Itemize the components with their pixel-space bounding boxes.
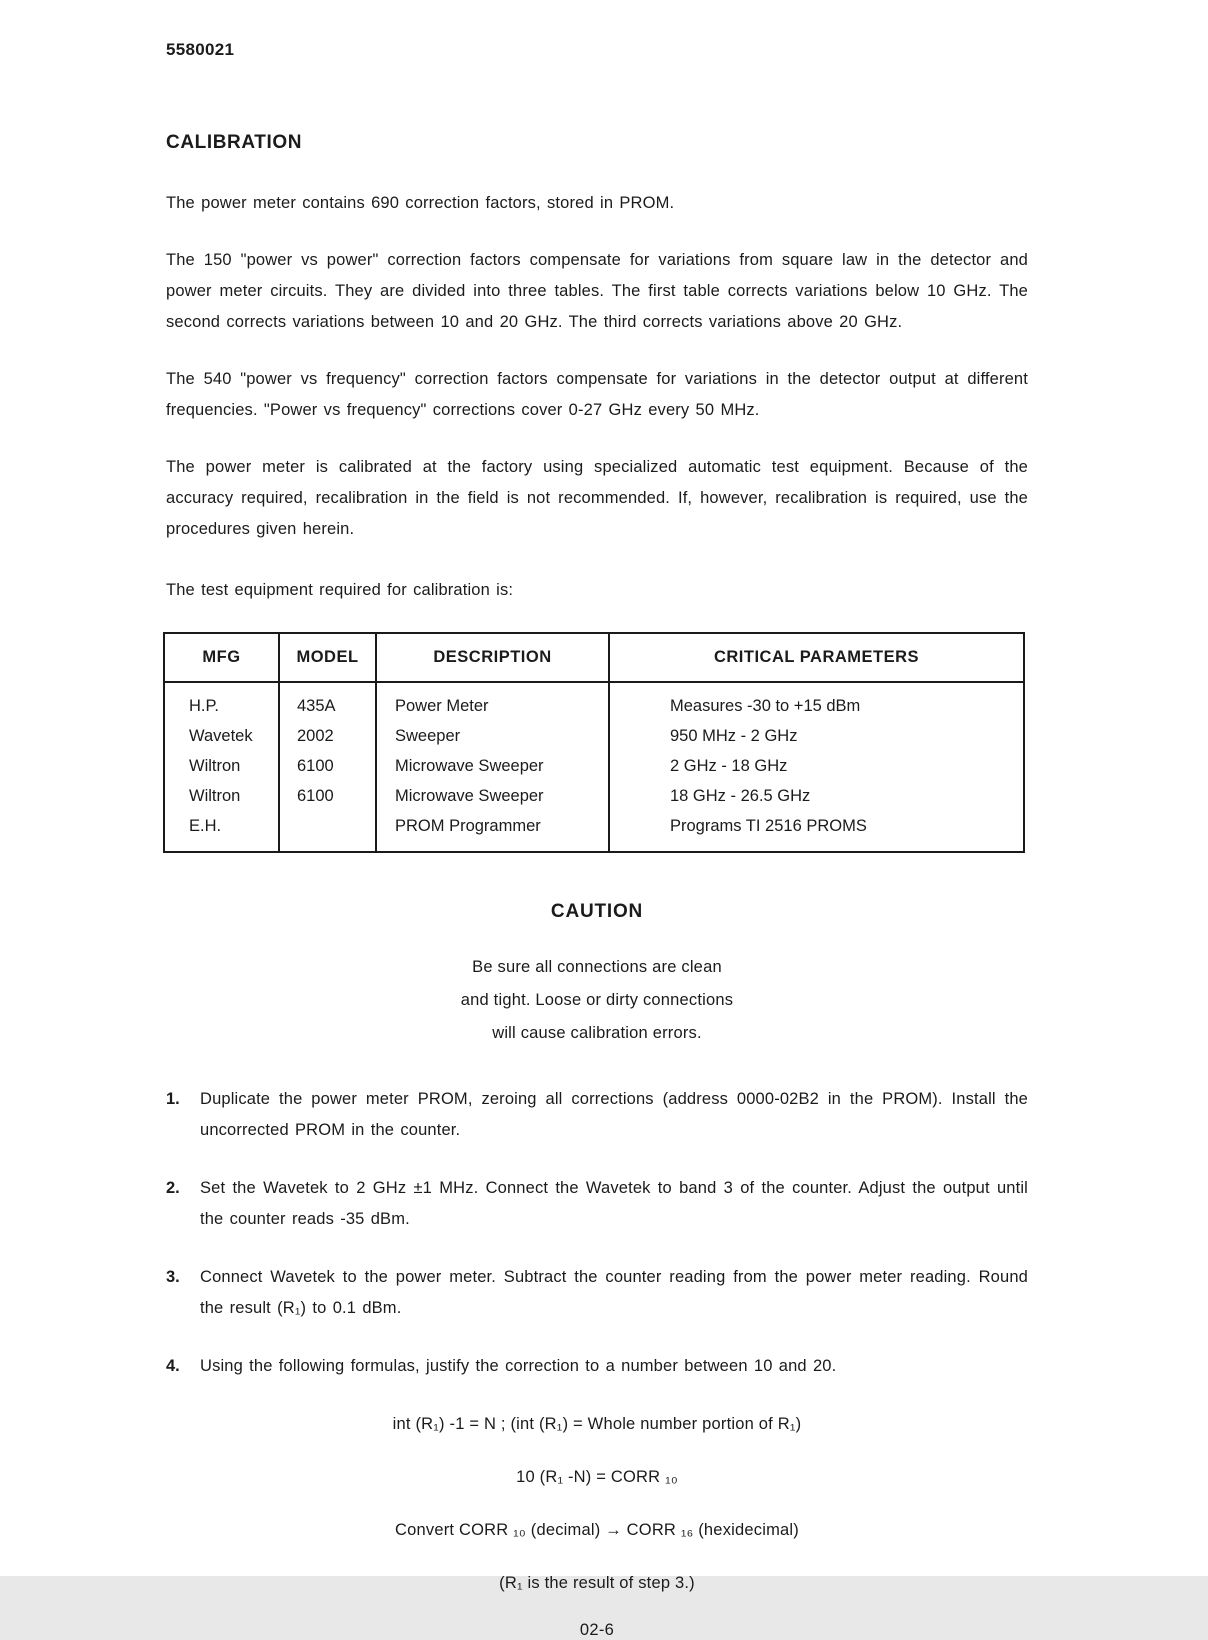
- table-cell-model: [279, 811, 376, 852]
- paragraph-power-vs-power: The 150 "power vs power" correction factors compensate for variations from square law in the detector and power meter circuits. They are divided into three tables. The first table corrects variations below 10 GHz. The second corrects variations between 10 and 20 GHz. The third corrects variations above 20 GHz.: [166, 251, 1028, 331]
- caution-block: [166, 901, 1028, 1050]
- table-cell-critical-parameters: Programs TI 2516 PROMS: [609, 811, 1024, 852]
- step-number: 3.: [166, 1268, 180, 1286]
- step-text: Connect Wavetek to the power meter. Subtract the counter reading from the power meter reading. Round the result (R₁) to 0.1 dBm.: [200, 1268, 1028, 1317]
- table-header-critical-parameters: CRITICAL PARAMETERS: [609, 633, 1024, 682]
- table-cell-mfg: E.H.: [164, 811, 279, 852]
- table-header-row: [164, 633, 1024, 682]
- doc-number: 5580021: [166, 40, 235, 59]
- page-content: [166, 40, 1028, 1640]
- table-cell-mfg: H.P.: [164, 682, 279, 721]
- step-item: [166, 1084, 1028, 1146]
- table-row: [164, 751, 1024, 781]
- table-cell-mfg: Wavetek: [164, 721, 279, 751]
- formula-corr10: 10 (R₁ -N) = CORR ₁₀: [516, 1468, 678, 1486]
- page-number: 02-6: [579, 1621, 615, 1639]
- step-text: Set the Wavetek to 2 GHz ±1 MHz. Connect the Wavetek to band 3 of the counter. Adjust the output until the counter reads -35 dBm.: [200, 1179, 1028, 1228]
- paragraph-factory-calibration: The power meter is calibrated at the factory using specialized automatic test equipment. Because of the accuracy required, recalibration in the field is not recommended. If, however, recalibration is required, use the procedures given herein.: [166, 458, 1028, 538]
- table-cell-description: Microwave Sweeper: [376, 751, 609, 781]
- caution-line: will cause calibration errors.: [492, 1024, 702, 1042]
- paragraph-power-vs-frequency: The 540 "power vs frequency" correction factors compensate for variations in the detector output at different frequencies. "Power vs frequency" corrections cover 0-27 GHz every 50 MHz.: [166, 370, 1028, 419]
- table-cell-critical-parameters: Measures -30 to +15 dBm: [609, 682, 1024, 721]
- table-cell-critical-parameters: 950 MHz - 2 GHz: [609, 721, 1024, 751]
- table-cell-mfg: Wiltron: [164, 781, 279, 811]
- step-number: 1.: [166, 1090, 180, 1108]
- table-cell-critical-parameters: 18 GHz - 26.5 GHz: [609, 781, 1024, 811]
- step-number: 4.: [166, 1357, 180, 1375]
- table-row: [164, 811, 1024, 852]
- table-row: [164, 682, 1024, 721]
- step-item: [166, 1262, 1028, 1324]
- step-number: 2.: [166, 1179, 180, 1197]
- step-text: Using the following formulas, justify the correction to a number between 10 and 20.: [200, 1357, 837, 1375]
- formula-convert-corr: Convert CORR ₁₀ (decimal) → CORR ₁₆ (hexidecimal): [395, 1521, 799, 1539]
- table-cell-model: 435A: [279, 682, 376, 721]
- caution-line: and tight. Loose or dirty connections: [460, 991, 734, 1009]
- table-cell-model: 2002: [279, 721, 376, 751]
- step-item: [166, 1173, 1028, 1235]
- formula-int-r1: int (R₁) -1 = N ; (int (R₁) = Whole number portion of R₁): [392, 1415, 802, 1433]
- table-cell-description: Sweeper: [376, 721, 609, 751]
- paragraph-equipment-intro: The test equipment required for calibration is:: [166, 581, 514, 599]
- table-cell-description: Power Meter: [376, 682, 609, 721]
- table-cell-model: 6100: [279, 781, 376, 811]
- table-header-model: MODEL: [279, 633, 376, 682]
- formula-r1-note: (R₁ is the result of step 3.): [499, 1574, 695, 1592]
- caution-heading: CAUTION: [550, 901, 644, 922]
- step-text: Duplicate the power meter PROM, zeroing all corrections (address 0000-02B2 in the PROM). Install the uncorrected PROM in the counter.: [200, 1090, 1028, 1139]
- table-row: [164, 721, 1024, 751]
- table-cell-description: PROM Programmer: [376, 811, 609, 852]
- table-header-description: DESCRIPTION: [376, 633, 609, 682]
- table-cell-model: 6100: [279, 751, 376, 781]
- table-cell-mfg: Wiltron: [164, 751, 279, 781]
- table-row: [164, 781, 1024, 811]
- table-cell-description: Microwave Sweeper: [376, 781, 609, 811]
- paragraph-intro: The power meter contains 690 correction factors, stored in PROM.: [166, 194, 675, 212]
- equipment-table: [163, 632, 1025, 853]
- table-header-mfg: MFG: [164, 633, 279, 682]
- section-title: CALIBRATION: [166, 132, 303, 153]
- table-cell-critical-parameters: 2 GHz - 18 GHz: [609, 751, 1024, 781]
- caution-line: Be sure all connections are clean: [472, 958, 722, 976]
- step-item: [166, 1351, 1028, 1382]
